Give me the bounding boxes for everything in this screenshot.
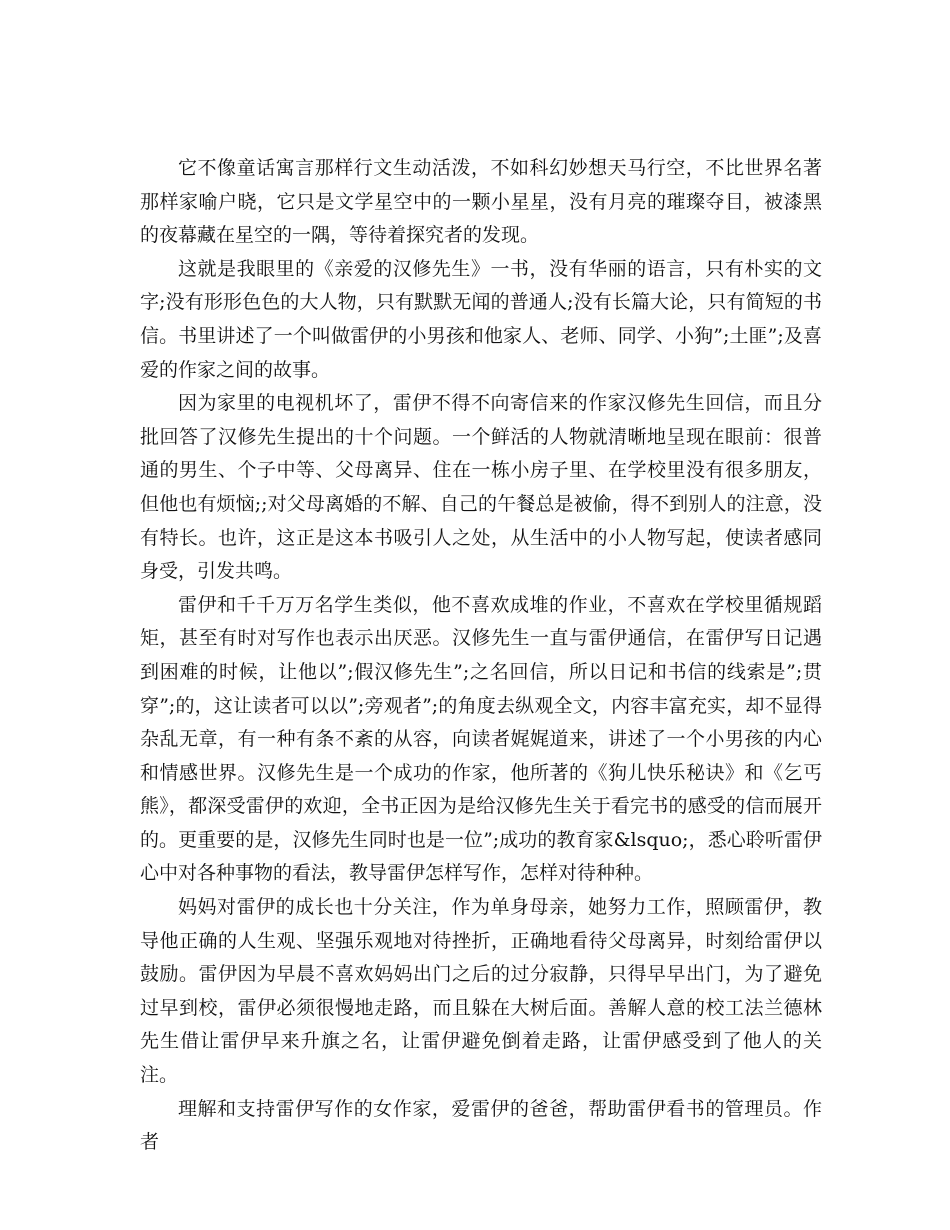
paragraph: 理解和支持雷伊写作的女作家，爱雷伊的爸爸，帮助雷伊看书的管理员。作者 — [140, 1097, 822, 1154]
document-body — [140, 152, 822, 1160]
paragraph: 这就是我眼里的《亲爱的汉修先生》一书，没有华丽的语言，只有朴实的文字;没有形形色色的大人物，只有默默无闻的普通人;没有长篇大论，只有简短的书信。书里讲述了一个叫做雷伊的小男孩和他家人、老师、同学、小狗”;土匪”;及喜爱的作家之间的故事。 — [140, 257, 822, 381]
paragraph: 雷伊和千千万万名学生类似，他不喜欢成堆的作业，不喜欢在学校里循规蹈矩，甚至有时对写作也表示出厌恶。汉修先生一直与雷伊通信，在雷伊写日记遇到困难的时候，让他以”;假汉修先生”;之名回信，所以日记和书信的线索是”;贯穿”;的，这让读者可以以”;旁观者”;的角度去纵观全文，内容丰富充实，却不显得杂乱无章，有一种有条不紊的从容，向读者娓娓道来，讲述了一个小男孩的内心和情感世界。汉修先生是一个成功的作家，他所著的《狗儿快乐秘诀》和《乞丐熊》，都深受雷伊的欢迎，全书正因为是给汉修先生关于看完书的感受的信而展开的。更重要的是，汉修先生同时也是一位”;成功的教育家&lsquo;，悉心聆听雷伊心中对各种事物的看法，教导雷伊怎样写作，怎样对待种种。 — [140, 593, 822, 885]
paragraph: 它不像童话寓言那样行文生动活泼，不如科幻妙想天马行空，不比世界名著那样家喻户晓，它只是文学星空中的一颗小星星，没有月亮的璀璨夺目，被漆黑的夜幕藏在星空的一隅，等待着探究者的发现。 — [140, 157, 822, 247]
paragraph: 妈妈对雷伊的成长也十分关注，作为单身母亲，她努力工作，照顾雷伊，教导他正确的人生观、坚强乐观地对待挫折，正确地看待父母离异，时刻给雷伊以鼓励。雷伊因为早晨不喜欢妈妈出门之后的过分寂静，只得早早出门，为了避免过早到校，雷伊必须很慢地走路，而且躲在大树后面。善解人意的校工法兰德林先生借让雷伊早来升旗之名，让雷伊避免倒着走路，让雷伊感受到了他人的关注。 — [140, 896, 822, 1087]
paragraph: 因为家里的电视机坏了，雷伊不得不向寄信来的作家汉修先生回信，而且分批回答了汉修先生提出的十个问题。一个鲜活的人物就清晰地呈现在眼前：很普通的男生、个子中等、父母离异、住在一栋小房子里、在学校里没有很多朋友，但他也有烦恼;;对父母离婚的不解、自己的午餐总是被偷，得不到别人的注意，没有特长。也许，这正是这本书吸引人之处，从生活中的小人物写起，使读者感同身受，引发共鸣。 — [140, 392, 822, 583]
